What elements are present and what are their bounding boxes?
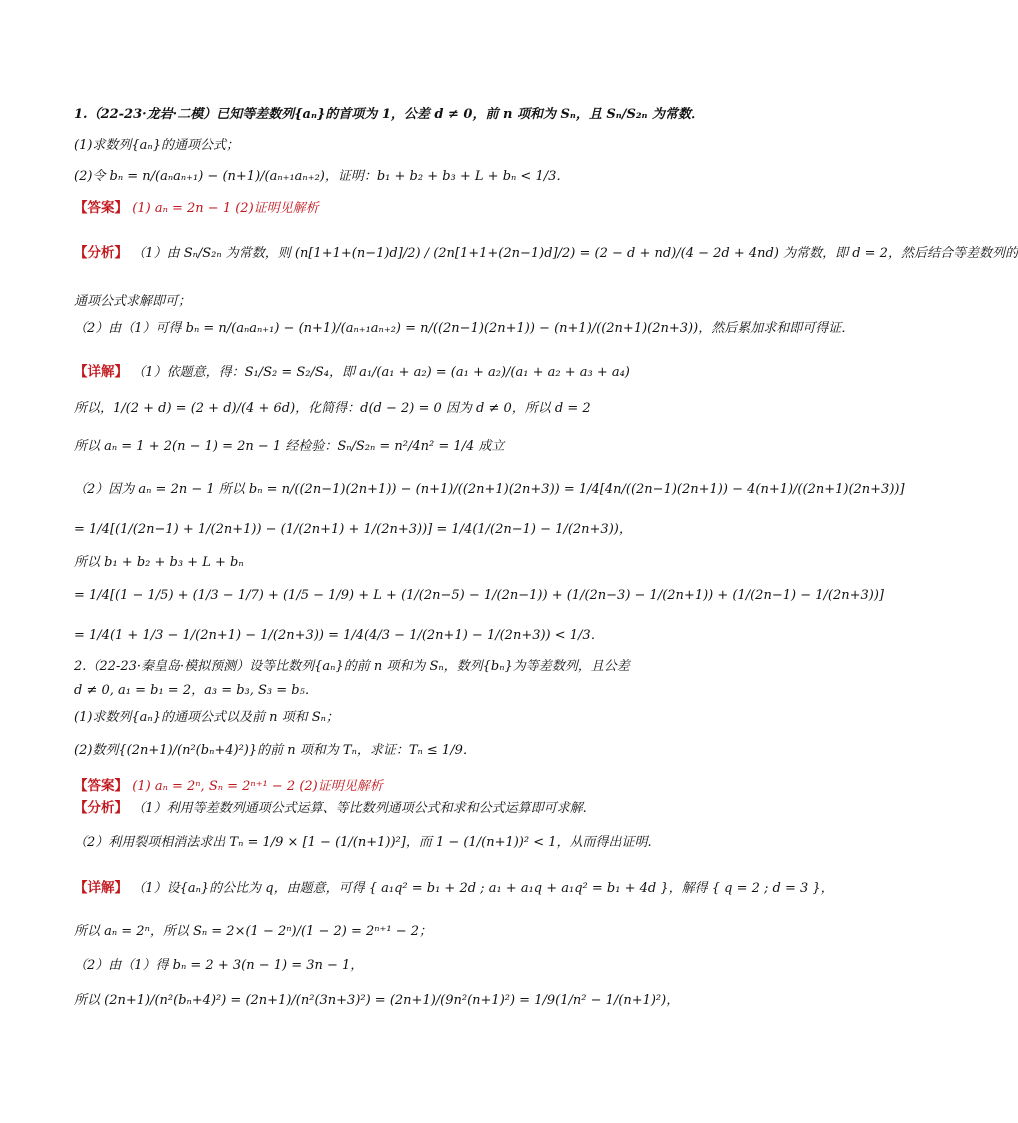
problem2-detail1: 【详解】 （1）设{aₙ}的公比为 q，由题意，可得 { a₁q² = b₁ + 2d ; a₁ + a₁q + a₁q² = b₁ + 4d }，解得 { q = 2 ; d = 3 }， (74, 880, 834, 896)
analysis-tag: 【分析】 (74, 245, 128, 261)
problem1-answer: 【答案】 (1) aₙ = 2n − 1 (2)证明见解析 (74, 200, 319, 216)
problem1-analysis2: （2）由（1）可得 bₙ = n/(aₙaₙ₊₁) − (n+1)/(aₙ₊₁aₙ₊₂) = n/((2n−1)(2n+1)) − (n+1)/((2n+1)(2n+3))，然后累加求和即可得证． (74, 321, 855, 336)
problem2-detail3: （2）由（1）得 bₙ = 2 + 3(n − 1) = 3n − 1， (74, 958, 364, 973)
problem1-detail8: = 1/4(1 + 1/3 − 1/(2n+1) − 1/(2n+3)) = 1/4(4/3 − 1/(2n+1) − 1/(2n+3)) < 1/3． (74, 628, 604, 643)
problem2-answer: 【答案】 (1) aₙ = 2ⁿ, Sₙ = 2ⁿ⁺¹ − 2 (2)证明见解析 (74, 778, 383, 794)
problem1-detail7: = 1/4[(1 − 1/5) + (1/3 − 1/7) + (1/5 − 1/9) + L + (1/(2n−5) − 1/(2n−1)) + (1/(2n−3) − 1/(2n+1)) + (1/(2n−1) − 1/(2n+3))] (74, 588, 884, 603)
problem1-analysis1b: 通项公式求解即可； (74, 294, 192, 309)
problem2-detail2: 所以 aₙ = 2ⁿ，所以 Sₙ = 2×(1 − 2ⁿ)/(1 − 2) = 2ⁿ⁺¹ − 2； (74, 924, 433, 939)
analysis-tag: 【分析】 (74, 800, 128, 816)
answer-tag: 【答案】 (74, 200, 128, 216)
problem1-intro: 1.（22-23·龙岩·二模）已知等差数列{aₙ}的首项为 1，公差 d ≠ 0，前 n 项和为 Sₙ，且 Sₙ/S₂ₙ 为常数． (74, 107, 705, 122)
problem1-detail4: （2）因为 aₙ = 2n − 1 所以 bₙ = n/((2n−1)(2n+1)) − (n+1)/((2n+1)(2n+3)) = 1/4[4n/((2n−1)(2n+1)) − 4(n+1)/((2n+1)(2n+3))] (74, 482, 905, 497)
problem1-detail1: 【详解】 （1）依题意，得：S₁/S₂ = S₂/S₄，即 a₁/(a₁ + a₂) = (a₁ + a₂)/(a₁ + a₂ + a₃ + a₄) (74, 364, 630, 380)
detail-tag: 【详解】 (74, 364, 128, 380)
problem1-detail2: 所以，1/(2 + d) = (2 + d)/(4 + 6d)，化简得：d(d − 2) = 0 因为 d ≠ 0，所以 d = 2 (74, 401, 591, 416)
problem1-detail6: 所以 b₁ + b₂ + b₃ + L + bₙ (74, 555, 244, 570)
problem1-part1: (1)求数列{aₙ}的通项公式； (74, 138, 239, 153)
problem2-intro2: d ≠ 0, a₁ = b₁ = 2，a₃ = b₃, S₃ = b₅． (74, 683, 318, 698)
problem2-analysis1: 【分析】 （1）利用等差数列通项公式运算、等比数列通项公式和求和公式运算即可求解. (74, 800, 587, 816)
problem2-part2: (2)数列{(2n+1)/(n²(bₙ+4)²)}的前 n 项和为 Tₙ，求证：Tₙ ≤ 1/9． (74, 743, 476, 758)
problem2-analysis2: （2）利用裂项相消法求出 Tₙ = 1/9 × [1 − (1/(n+1))²]，而 1 − (1/(n+1))² < 1，从而得出证明. (74, 835, 652, 850)
problem1-detail5: = 1/4[(1/(2n−1) + 1/(2n+1)) − (1/(2n+1) + 1/(2n+3))] = 1/4(1/(2n−1) − 1/(2n+3))， (74, 522, 632, 537)
problem2-detail4: 所以 (2n+1)/(n²(bₙ+4)²) = (2n+1)/(n²(3n+3)²) = (2n+1)/(9n²(n+1)²) = 1/9(1/n² − 1/(n+1)²)， (74, 993, 680, 1008)
detail-tag: 【详解】 (74, 880, 128, 896)
problem1-analysis1: 【分析】 （1）由 Sₙ/S₂ₙ 为常数，则 (n[1+1+(n−1)d]/2) / (2n[1+1+(2n−1)d]/2) = (2 − d + nd)/(4 − 2d + 4nd) 为常数，即 d = 2，然后结合等差数列的 (74, 245, 1018, 261)
problem2-part1: (1)求数列{aₙ}的通项公式以及前 n 项和 Sₙ； (74, 710, 339, 725)
problem1-part2: (2)令 bₙ = n/(aₙaₙ₊₁) − (n+1)/(aₙ₊₁aₙ₊₂)，证明：b₁ + b₂ + b₃ + L + bₙ < 1/3． (74, 169, 570, 184)
answer-tag: 【答案】 (74, 778, 128, 794)
problem2-intro: 2.（22-23·秦皇岛·模拟预测）设等比数列{aₙ}的前 n 项和为 Sₙ，数列{bₙ}为等差数列，且公差 (74, 659, 630, 674)
problem1-detail3: 所以 aₙ = 1 + 2(n − 1) = 2n − 1 经检验：Sₙ/S₂ₙ = n²/4n² = 1/4 成立 (74, 439, 505, 454)
